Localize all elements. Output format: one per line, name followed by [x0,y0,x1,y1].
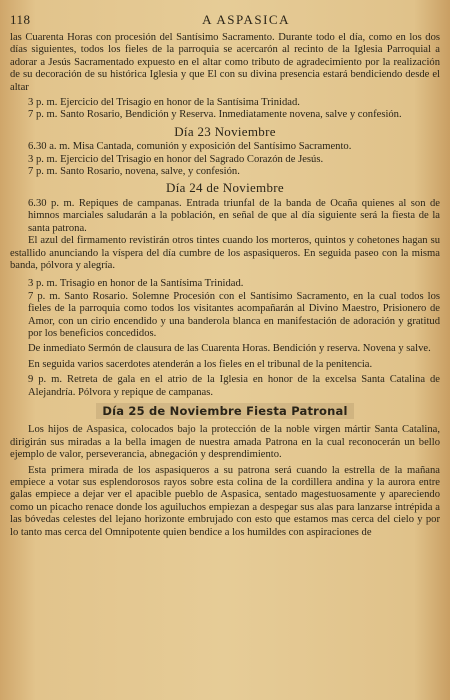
paragraph: En seguida varios sacerdotes atenderán a los fieles en el tribunal de la penitencia. [28,358,373,370]
paragraph: Esta primera mirada de los aspasiqueros a su patrona será cuando la estrella de la mañana empiece a votar sus esplendorosos rayos sobre esta colina de la cordillera andina y la aurora entre galas empiece a dejar ver el apacible pueblo de Aspasica, sentado magestuosamente y apareciendo como un picacho renace donde los aguiluchos empiezan a despegar sus alas para lanzarse intrépida a las bóvedas celestes del lejano horizonte embrujado con esto que estamos mas cerca del cielo y por lo tanto mas cerca del Omnipotente quien bendice a los humildes con aspiraciones de [10,464,440,538]
day-heading-24: Día 24 de Noviembre [166,180,284,196]
page-number: 118 [10,12,31,27]
schedule-item: 6.30 p. m. Repiques de campanas. Entrada triunfal de la banda de Ocaña quienes al son de himnos marciales saludarán a la población, en señal de que al día siguiente será la fiesta de la santa patrona. [28,197,440,234]
schedule-item: 7 p. m. Santo Rosario, novena, salve, y confesión. [28,166,240,178]
schedule-item: 3 p. m. Ejercicio del Trisagio en honor de la Santísima Trinidad. [28,97,300,109]
schedule-item: 7 p. m. Santo Rosario, Bendición y Reserva. Inmediatamente novena, salve y confesión. [28,109,402,121]
schedule-item: 3 p. m. Ejercicio del Trisagio en honor del Sagrado Corazón de Jesús. [28,153,324,165]
intro-paragraph: las Cuarenta Horas con procesión del Santísimo Sacramento. Durante todo el día, como en los dos días siguientes, todos los fieles de la parroquia se acercarón al recinto de la Iglesia Parroquial a adorar a Jesús Sacramentado expuesto en el altar como tributo de agradecimiento por la realización de su decoración de su histórica Iglesia y que El con su divina presencia estará bendiciendo desde el altar [10,32,440,93]
schedule-item: 3 p. m. Trisagio en honor de la Santísima Trinidad. [28,278,244,290]
paragraph: De inmediato Sermón de clausura de las Cuarenta Horas. Bendición y reserva. Novena y salve. [28,343,431,355]
paragraph: Los hijos de Aspasica, colocados bajo la protección de la noble virgen mártir Santa Catalina, dirigirán sus miradas a la bella imagen de nuestra amada Patrona en la cual reconocerán un bello ejemplo de valor, perseverancia, abnegación y desprendimiento. [10,424,440,461]
day-heading-25 [10,405,440,419]
schedule-item: 6.30 a. m. Misa Cantada, comunión y exposición del Santísimo Sacramento. [28,141,352,153]
day-heading-23: Día 23 Noviembre [174,123,276,139]
running-title: A ASPASICA [202,12,290,27]
fiesta-heading-text: Día 25 de Noviembre Fiesta Patronal [96,403,353,419]
page-body [10,32,440,539]
schedule-item: 7 p. m. Santo Rosario. Solemne Procesión con el Santísimo Sacramento, en la cual todos los fieles de la parroquia como todos los visitantes acompañarán al Divino Maestro, Prisionero de Amor, con un cirio encendido y una banderola blanca en manifestación de adoración y gratitud por los beneficios concedidos. [28,290,440,339]
page-header [10,12,440,28]
schedule-item: 9 p. m. Retreta de gala en el atrio de la Iglesia en honor de la excelsa Santa Catalina de Alejandría. Pólvora y repique de campanas. [28,374,440,398]
paragraph: El azul del firmamento revistirán otros tintes cuando los morteros, quintos y cohetones hagan su estallido anunciando la víspera del día cumbre de los aspasiqueros. En seguida paseo con la misma banda, pólvora y alegría. [10,235,440,271]
